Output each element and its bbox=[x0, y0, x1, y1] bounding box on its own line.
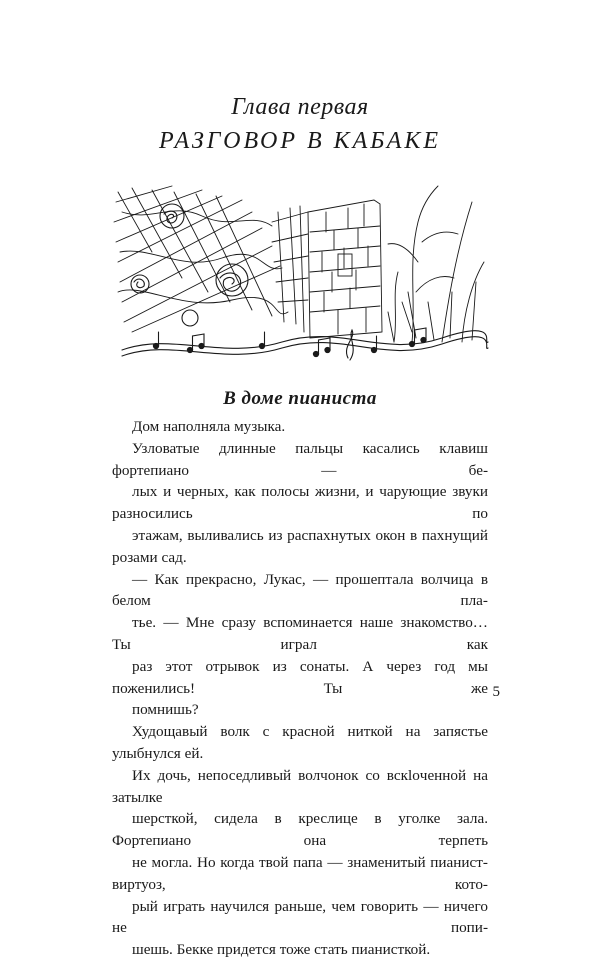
text-line: лых и черных, как полосы жизни, и чарующие звуки разносились по bbox=[112, 483, 488, 523]
chapter-title: РАЗГОВОР В КАБАКЕ bbox=[159, 128, 441, 154]
text-line: рый играть научился раньше, чем говорить — ничего не попи- bbox=[112, 897, 488, 937]
paragraph bbox=[112, 416, 488, 438]
paragraph bbox=[112, 569, 488, 722]
text-line: не могла. Но когда твой папа — знаменитый пианист-виртуоз, кото- bbox=[112, 853, 488, 893]
text-line: шешь. Бекке придется тоже стать пианисткой. bbox=[132, 941, 431, 959]
page-number: 5 bbox=[492, 684, 500, 700]
text-line: тье. — Мне сразу вспоминается наше знакомство… Ты играл как bbox=[112, 614, 488, 653]
chapter-label: Глава первая bbox=[231, 94, 369, 120]
text-line: Их дочь, непоседливый волчонок со вскloченной на затылке bbox=[112, 766, 488, 806]
paragraph bbox=[112, 765, 488, 961]
text-line: раз этот отрывок из сонаты. А через год мы поженились! Ты же bbox=[112, 657, 488, 697]
text-line: помнишь? bbox=[132, 701, 199, 719]
body-text bbox=[112, 416, 488, 961]
text-line: Худощавый волк с красной ниткой на запястье улыбнулся ей. bbox=[112, 723, 488, 762]
paragraph bbox=[112, 438, 488, 569]
paragraph bbox=[112, 721, 488, 765]
text-line: Дом наполняла музыка. bbox=[132, 418, 286, 435]
chapter-illustration bbox=[112, 182, 490, 368]
tree-drawing bbox=[388, 186, 484, 342]
text-line: — Как прекрасно, Лукас, — прошептала волчица в белом пла- bbox=[112, 570, 488, 610]
section-title: В доме пианиста bbox=[223, 388, 377, 409]
text-line: шерсткой, сидела в креслице в уголке зала. Фортепиано она терпеть bbox=[112, 810, 488, 850]
text-line: Узловатые длинные пальцы касались клавиш фортепиано — бе- bbox=[112, 439, 488, 479]
text-line: этажам, выливались из распахнутых окон в пахнущий розами сад. bbox=[112, 526, 488, 566]
stone-wall-drawing bbox=[272, 200, 382, 338]
